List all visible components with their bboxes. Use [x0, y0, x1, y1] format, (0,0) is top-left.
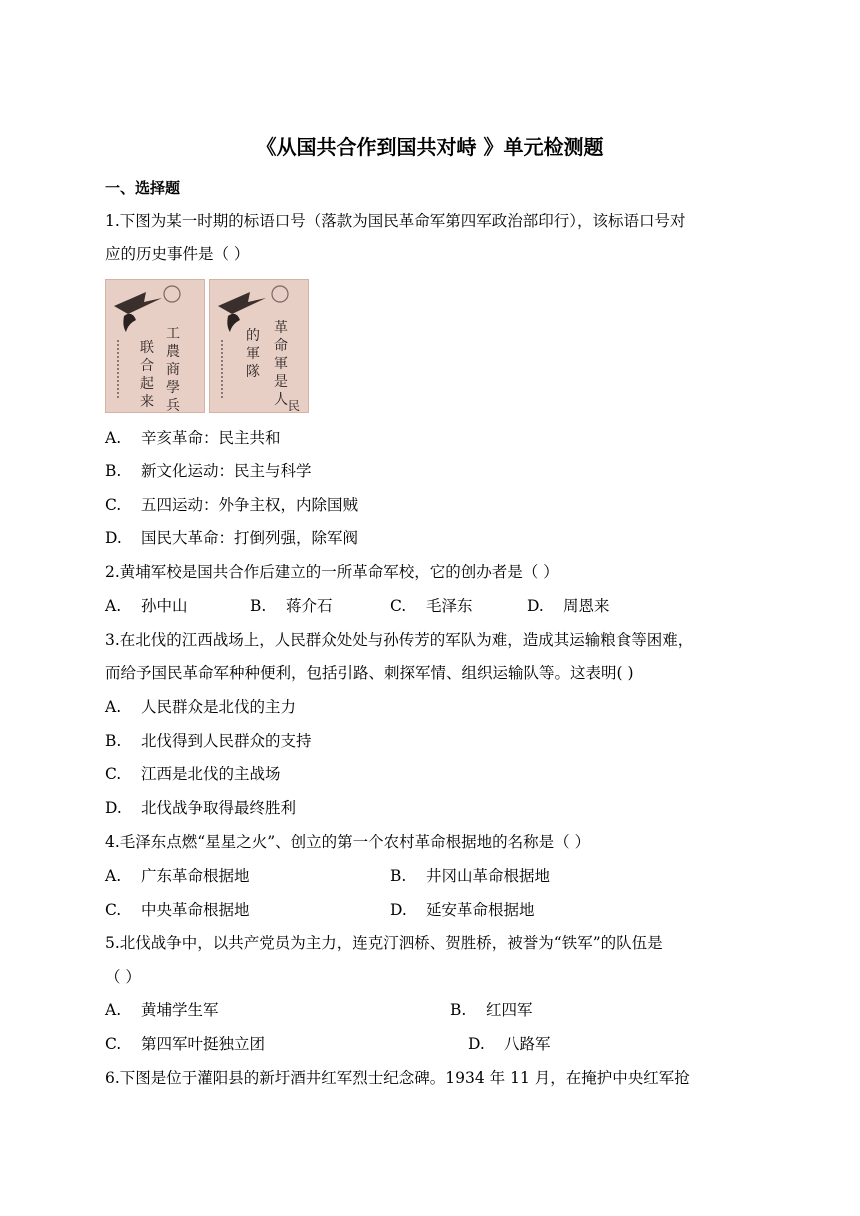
- svg-text:商: 商: [166, 362, 180, 378]
- q4-option-d: [390, 898, 535, 920]
- option-text: 毛泽东: [426, 597, 473, 615]
- option-text: 辛亥革命：民主共和: [141, 429, 281, 447]
- svg-text:起: 起: [140, 376, 154, 392]
- svg-text:命: 命: [274, 338, 288, 354]
- q2-option-d: [527, 594, 610, 616]
- svg-text:兵: 兵: [166, 398, 180, 414]
- q1-option-d: [105, 526, 358, 548]
- q5-option-a: [105, 998, 219, 1020]
- svg-text:學: 學: [166, 380, 180, 396]
- option-text: 孙中山: [141, 597, 188, 615]
- option-text: 新文化运动：民主与科学: [141, 462, 312, 480]
- q4-option-c: [105, 898, 250, 920]
- option-label: C.: [105, 901, 122, 919]
- q1-stem-line1: 1.下图为某一时期的标语口号（落款为国民革命军第四军政治部印行），该标语口号对: [105, 212, 686, 230]
- q5-option-c: [105, 1032, 265, 1054]
- option-label: A.: [105, 597, 122, 615]
- option-text: 人民群众是北伐的主力: [141, 698, 297, 716]
- svg-text:軍: 軍: [246, 346, 260, 362]
- q5-stem-line1: 5.北伐战争中，以共产党员为主力，连克汀泗桥、贺胜桥，被誉为“铁军”的队伍是: [105, 934, 663, 952]
- q3-option-c: [105, 762, 281, 784]
- option-text: 北伐得到人民群众的支持: [141, 732, 312, 750]
- option-text: 八路军: [504, 1035, 551, 1053]
- option-text: 五四运动：外争主权，内除国贼: [141, 496, 359, 514]
- option-label: D.: [468, 1035, 485, 1053]
- option-label: C.: [105, 496, 122, 514]
- q1-option-a: [105, 426, 281, 448]
- option-text: 国民大革命：打倒列强，除军阀: [141, 529, 359, 547]
- option-label: D.: [105, 529, 122, 547]
- option-label: B.: [450, 1001, 467, 1019]
- svg-text:的: 的: [246, 328, 260, 344]
- svg-text:工: 工: [166, 326, 180, 342]
- option-label: D.: [390, 901, 407, 919]
- option-text: 江西是北伐的主战场: [141, 765, 281, 783]
- option-label: A.: [105, 867, 122, 885]
- option-label: D.: [527, 597, 544, 615]
- q1-slogan-images: [105, 279, 315, 413]
- option-text: 红四军: [486, 1001, 533, 1019]
- q2-option-b: [250, 594, 333, 616]
- q6-stem-line1: 6.下图是位于灌阳县的新圩酒井红军烈士纪念碑。1934 年 11 月，在掩护中央红军抢: [105, 1069, 690, 1087]
- option-text: 中央革命根据地: [141, 901, 250, 919]
- q5-option-d: [468, 1032, 551, 1054]
- svg-text:革: 革: [274, 320, 288, 336]
- option-text: 井冈山革命根据地: [426, 867, 551, 885]
- svg-text:人: 人: [274, 392, 288, 408]
- q4-option-a: [105, 864, 250, 886]
- q2-option-c: [390, 594, 473, 616]
- section-heading: 一、选择题: [105, 179, 181, 197]
- option-label: B.: [390, 867, 407, 885]
- option-label: A.: [105, 698, 122, 716]
- page-title: 《从国共合作到国共对峙 》单元检测题: [256, 135, 604, 159]
- q2-option-a: [105, 594, 188, 616]
- option-label: B.: [250, 597, 267, 615]
- svg-text:農: 農: [166, 344, 180, 360]
- q5-option-b: [450, 998, 533, 1020]
- q3-stem-line2: 而给予国民革命军种种便利，包括引路、刺探军情、组织运输队等。这表明( ): [105, 664, 634, 682]
- option-label: A.: [105, 1001, 122, 1019]
- q2-stem: 2.黄埔军校是国共合作后建立的一所革命军校，它的创办者是（ ）: [105, 563, 559, 581]
- slogan-image-right: [209, 279, 309, 413]
- slogan-image-left: [105, 279, 205, 413]
- option-label: A.: [105, 429, 122, 447]
- option-label: C.: [390, 597, 407, 615]
- option-label: B.: [105, 462, 122, 480]
- option-text: 第四军叶挺独立团: [141, 1035, 266, 1053]
- q4-option-b: [390, 864, 550, 886]
- option-text: 周恩来: [563, 597, 610, 615]
- q3-stem-line1: 3.在北伐的江西战场上，人民群众处处与孙传芳的军队为难，造成其运输粮食等困难，: [105, 631, 694, 649]
- option-text: 广东革命根据地: [141, 867, 250, 885]
- option-text: 蒋介石: [286, 597, 333, 615]
- svg-text:来: 来: [140, 394, 154, 410]
- option-label: D.: [105, 799, 122, 817]
- svg-text:是: 是: [274, 374, 288, 390]
- q3-option-a: [105, 695, 296, 717]
- option-text: 延安革命根据地: [426, 901, 535, 919]
- q1-stem-line2: 应的历史事件是（ ）: [105, 245, 250, 263]
- svg-text:联: 联: [140, 340, 154, 356]
- q1-option-b: [105, 459, 312, 481]
- option-label: C.: [105, 765, 122, 783]
- q1-option-c: [105, 493, 358, 515]
- q3-option-d: [105, 796, 296, 818]
- option-text: 黄埔学生军: [141, 1001, 219, 1019]
- q3-option-b: [105, 729, 312, 751]
- svg-text:隊: 隊: [246, 364, 260, 380]
- option-label: B.: [105, 732, 122, 750]
- option-text: 北伐战争取得最终胜利: [141, 799, 297, 817]
- option-label: C.: [105, 1035, 122, 1053]
- q4-stem: 4.毛泽东点燃“星星之火”、创立的第一个农村革命根据地的名称是（ ）: [105, 833, 591, 851]
- svg-text:軍: 軍: [274, 356, 288, 372]
- svg-text:民: 民: [288, 399, 301, 413]
- svg-text:合: 合: [140, 358, 154, 374]
- q5-stem-line2: （ ）: [105, 968, 141, 986]
